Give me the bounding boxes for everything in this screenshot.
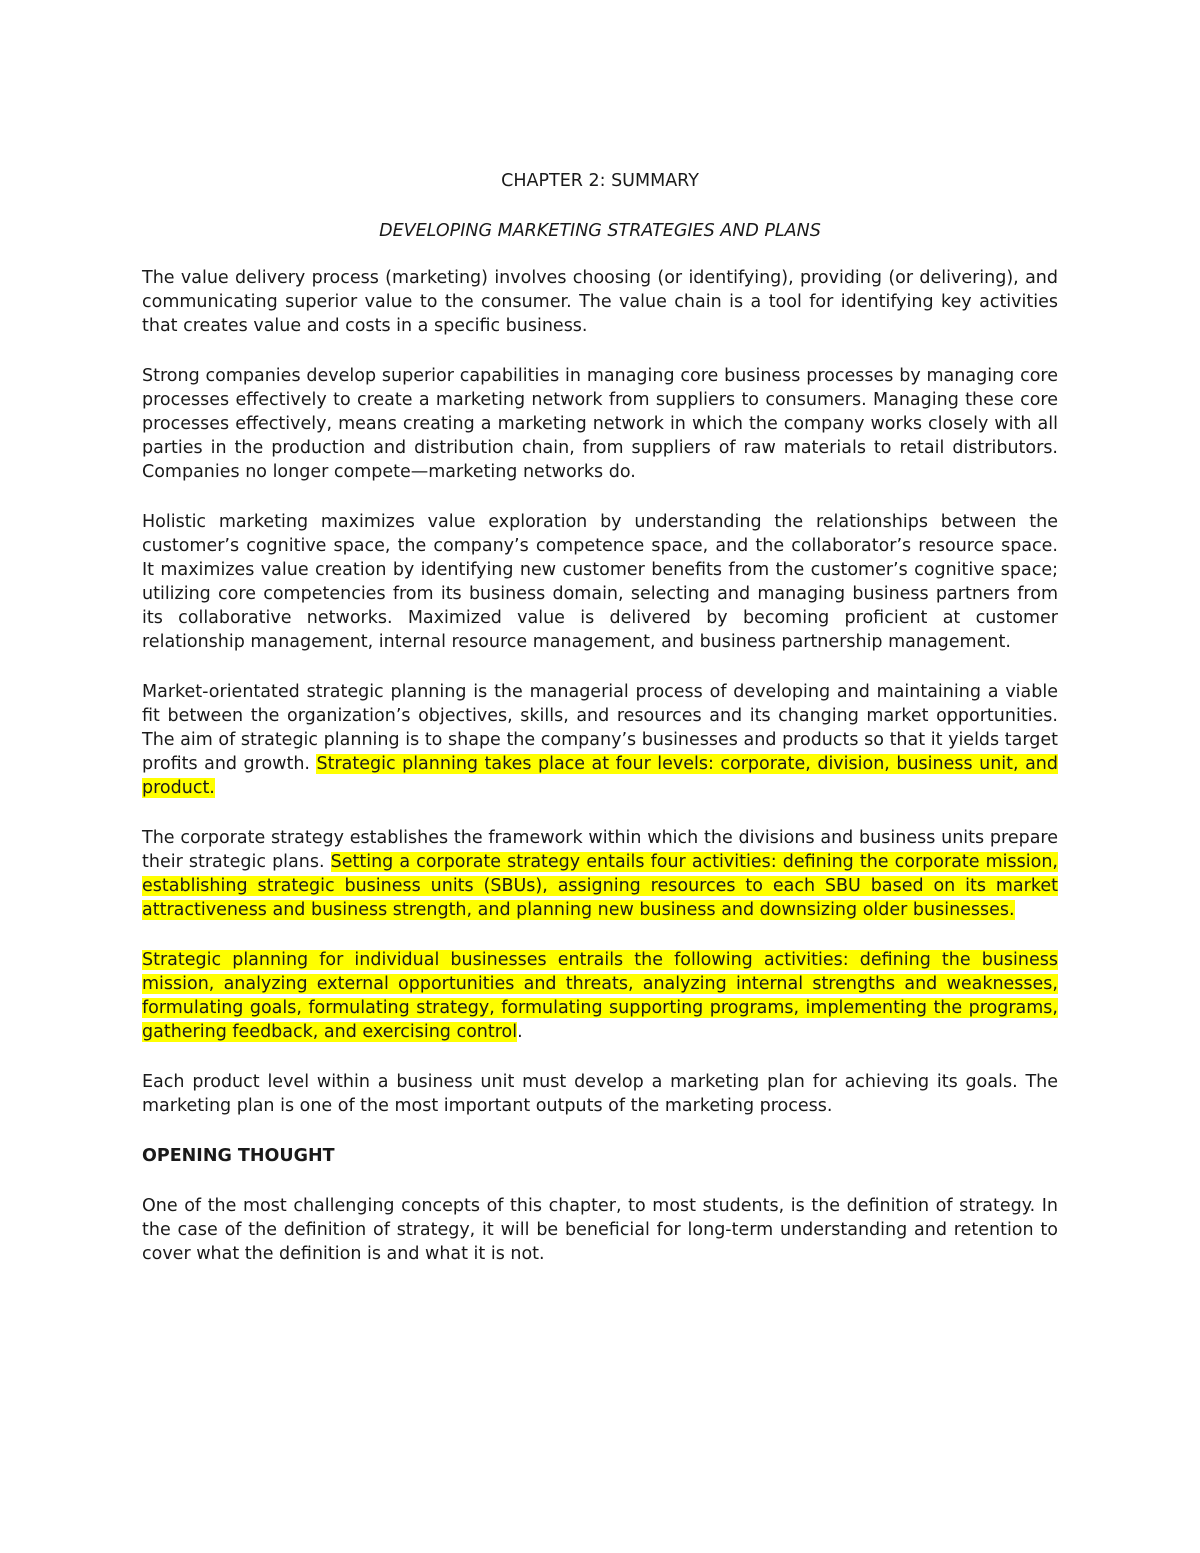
paragraph-strategic-planning bbox=[142, 680, 1058, 800]
paragraph-strategic-planning-text: Market-orientated strategic planning is the managerial process of developing and maintaining a viable fit between the organization’s objectives, skills, and resources and its changing market opportunities. The aim of strategic planning is to shape the company’s businesses and products so that it yields target profits and growth. bbox=[142, 682, 1058, 774]
chapter-subtitle: DEVELOPING MARKETING STRATEGIES AND PLANS bbox=[379, 221, 821, 241]
paragraph-marketing-plan: Each product level within a business unit must develop a marketing plan for achieving its goals. The marketing plan is one of the most important outputs of the marketing process. bbox=[142, 1072, 1058, 1116]
highlighted-text-business-activities: Strategic planning for individual businesses entrails the following activities: defining the business mission, analyzing external opportunities and threats, analyzing internal strengths and weaknesses, formulating goals, formulating strategy, formulating supporting programs, implementing the programs, gathering feedback, and exercising control bbox=[142, 950, 1058, 1042]
paragraph-value-delivery: The value delivery process (marketing) involves choosing (or identifying), providing (or delivering), and communicating superior value to the consumer. The value chain is a tool for identifying key activities that creates value and costs in a specific business. bbox=[142, 268, 1058, 336]
paragraph-opening-thought: One of the most challenging concepts of this chapter, to most students, is the definition of strategy. In the case of the definition of strategy, it will be beneficial for long-term understanding and retention to cover what the definition is and what it is not. bbox=[142, 1196, 1058, 1264]
paragraph-holistic-marketing: Holistic marketing maximizes value exploration by understanding the relationships between the customer’s cognitive space, the company’s competence space, and the collaborator’s resource space. It maximizes value creation by identifying new customer benefits from the customer’s cognitive space; utilizing core competencies from its business domain, selecting and managing business partners from its collaborative networks. Maximized value is delivered by becoming proficient at customer relationship management, internal resource management, and business partnership management. bbox=[142, 512, 1058, 652]
document-page bbox=[142, 168, 1058, 1292]
paragraph-corporate-strategy-text: The corporate strategy establishes the framework within which the divisions and business units prepare their strategic plans. bbox=[142, 828, 1058, 872]
highlighted-text-four-levels: Strategic planning takes place at four levels: corporate, division, business unit, and product. bbox=[142, 754, 1058, 798]
paragraph-core-processes: Strong companies develop superior capabilities in managing core business processes by managing core processes effectively to create a marketing network from suppliers to consumers. Managing these core processes effectively, means creating a marketing network in which the company works closely with all parties in the production and distribution chain, from suppliers of raw materials to retail distributors. Companies no longer compete—marketing networks do. bbox=[142, 366, 1058, 482]
chapter-title: CHAPTER 2: SUMMARY bbox=[501, 171, 699, 191]
paragraph-individual-businesses-end: . bbox=[517, 1022, 523, 1042]
highlighted-text-corporate-activities: Setting a corporate strategy entails four activities: defining the corporate mission, establishing strategic business units (SBUs), assigning resources to each SBU based on its market attractiveness and business strength, and planning new business and downsizing older businesses. bbox=[142, 852, 1058, 920]
paragraph-individual-businesses bbox=[142, 948, 1058, 1044]
paragraph-corporate-strategy bbox=[142, 826, 1058, 922]
section-heading-opening-thought: OPENING THOUGHT bbox=[142, 1146, 335, 1166]
